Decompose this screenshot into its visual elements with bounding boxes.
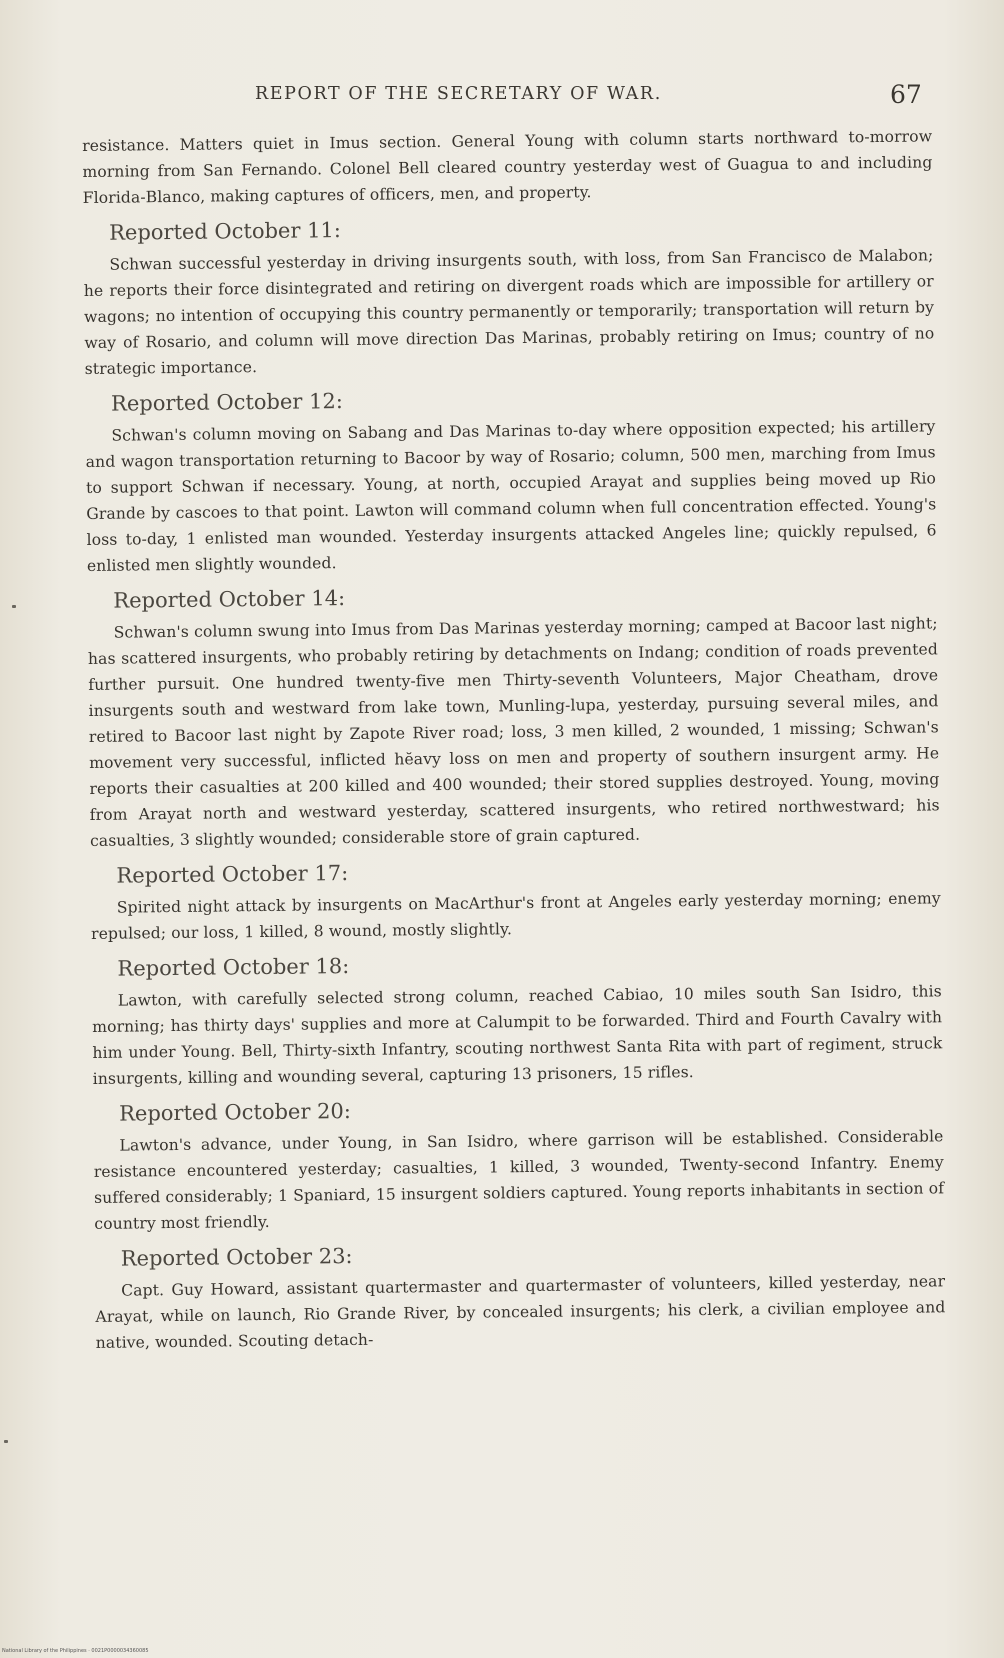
- section-heading: Reported October 11:: [108, 218, 342, 245]
- opening-paragraph: resistance. Matters quiet in Imus section. General Young with column starts northward to-morrow morning from San Fernando. Colonel Bell cleared country yesterday west of Guagua to and including Florida-Blanco, making captures of officers, men, and property.: [82, 127, 933, 207]
- section-text: Capt. Guy Howard, assistant quartermaster and quartermaster of volunteers, killed yesterday, near Arayat, while on launch, Rio Grande River, by concealed insurgents; his clerk, a civilian employee and native, wounded. Scouting detach-: [95, 1272, 946, 1352]
- section-text: Lawton's advance, under Young, in San Isidro, where garrison will be established. Considerable resistance encountered yesterday; casualties, 1 killed, 3 wounded, Twenty-second Infantry. Enemy suffered considerably; 1 Spaniard, 15 insurgent soldiers captured. Young reports inhabitants in section of country most friendly.: [93, 1127, 945, 1233]
- section-text: Schwan's column swung into Imus from Das Marinas yesterday morning; camped at Bacoor last night; has scattered insurgents, who probably retiring by detachments on Indang; condition of roads prevented further pursuit. One hundred twenty-five men Thirty-seventh Volunteers, Major Cheatham, drove insurgents south and westward from lake town, Munling-lupa, yesterday, pursuing several miles, and retired to Bacoor last night by Zapote River road; loss, 3 men killed, 2 wounded, 1 missing; Schwan's movement very successful, inflicted hĕavy loss on men and property of southern insurgent army. He reports their casualties at 200 killed and 400 wounded; their stored supplies destroyed. Young, moving from Arayat north and westward yesterday, scattered insurgents, who retired northwestward; his casualties, 3 slightly wounded; considerable store of grain captured.: [87, 614, 940, 850]
- section-heading: Reported October 14:: [113, 586, 346, 613]
- section-heading: Reported October 23:: [120, 1244, 353, 1271]
- report-section-october-17: [90, 850, 941, 947]
- section-heading: Reported October 12:: [110, 389, 343, 416]
- section-text: Schwan successful yesterday in driving insurgents south, with loss, from San Francisco de Malabon; he reports their force disintegrated and retiring on divergent roads which are impossible for artillery or wagons; no intention of occupying this country permanently or temporarily; transportation will return by way of Rosario, and column will move direction Das Marinas, probably retiring on Imus; country of no strategic importance.: [83, 246, 935, 378]
- section-text: Schwan's column moving on Sabang and Das Marinas to-day where opposition expected; his artillery and wagon transportation returning to Bacoor by way of Rosario; column, 500 men, marching from Imus to support Schwan if necessary. Young, at north, occupied Arayat and supplies being moved up Rio Grande by cascoes to that point. Lawton will command column when full concentration effected. Young's loss to-day, 1 enlisted man wounded. Yesterday insurgents attacked Angeles line; quickly repulsed, 6 enlisted men slightly wounded.: [85, 417, 937, 575]
- section-heading: Reported October 18:: [117, 954, 350, 981]
- scan-speck: [4, 1440, 8, 1443]
- section-heading: Reported October 17:: [116, 861, 349, 888]
- page-body: [82, 123, 946, 1356]
- scan-footer: National Library of the Philippines · 0021P0000034360085: [2, 1648, 149, 1654]
- section-heading: Reported October 20:: [118, 1099, 352, 1126]
- scan-speck: [12, 605, 16, 608]
- report-section-october-23: [95, 1233, 946, 1356]
- section-text: Lawton, with carefully selected strong column, reached Cabiao, 10 miles south San Isidro, this morning; has thirty days' supplies and more at Calumpit to be forwarded. Third and Fourth Cavalry with him under Young. Bell, Thirty-sixth Infantry, scouting northwest Santa Rita with part of regiment, struck insurgents, killing and wounding several, capturing 13 prisoners, 15 rifles.: [92, 982, 943, 1088]
- page-number: 67: [890, 80, 922, 109]
- section-text: Spirited night attack by insurgents on MacArthur's front at Angeles early yesterday morning; enemy repulsed; our loss, 1 killed, 8 wound, mostly slightly.: [90, 889, 941, 943]
- report-section-october-11: [83, 207, 935, 382]
- report-section-october-20: [93, 1088, 945, 1237]
- report-section-october-14: [87, 575, 940, 854]
- report-section-october-12: [85, 378, 937, 579]
- running-head: [0, 80, 1004, 114]
- running-title: REPORT OF THE SECRETARY OF WAR.: [255, 84, 662, 104]
- report-section-october-18: [91, 943, 943, 1092]
